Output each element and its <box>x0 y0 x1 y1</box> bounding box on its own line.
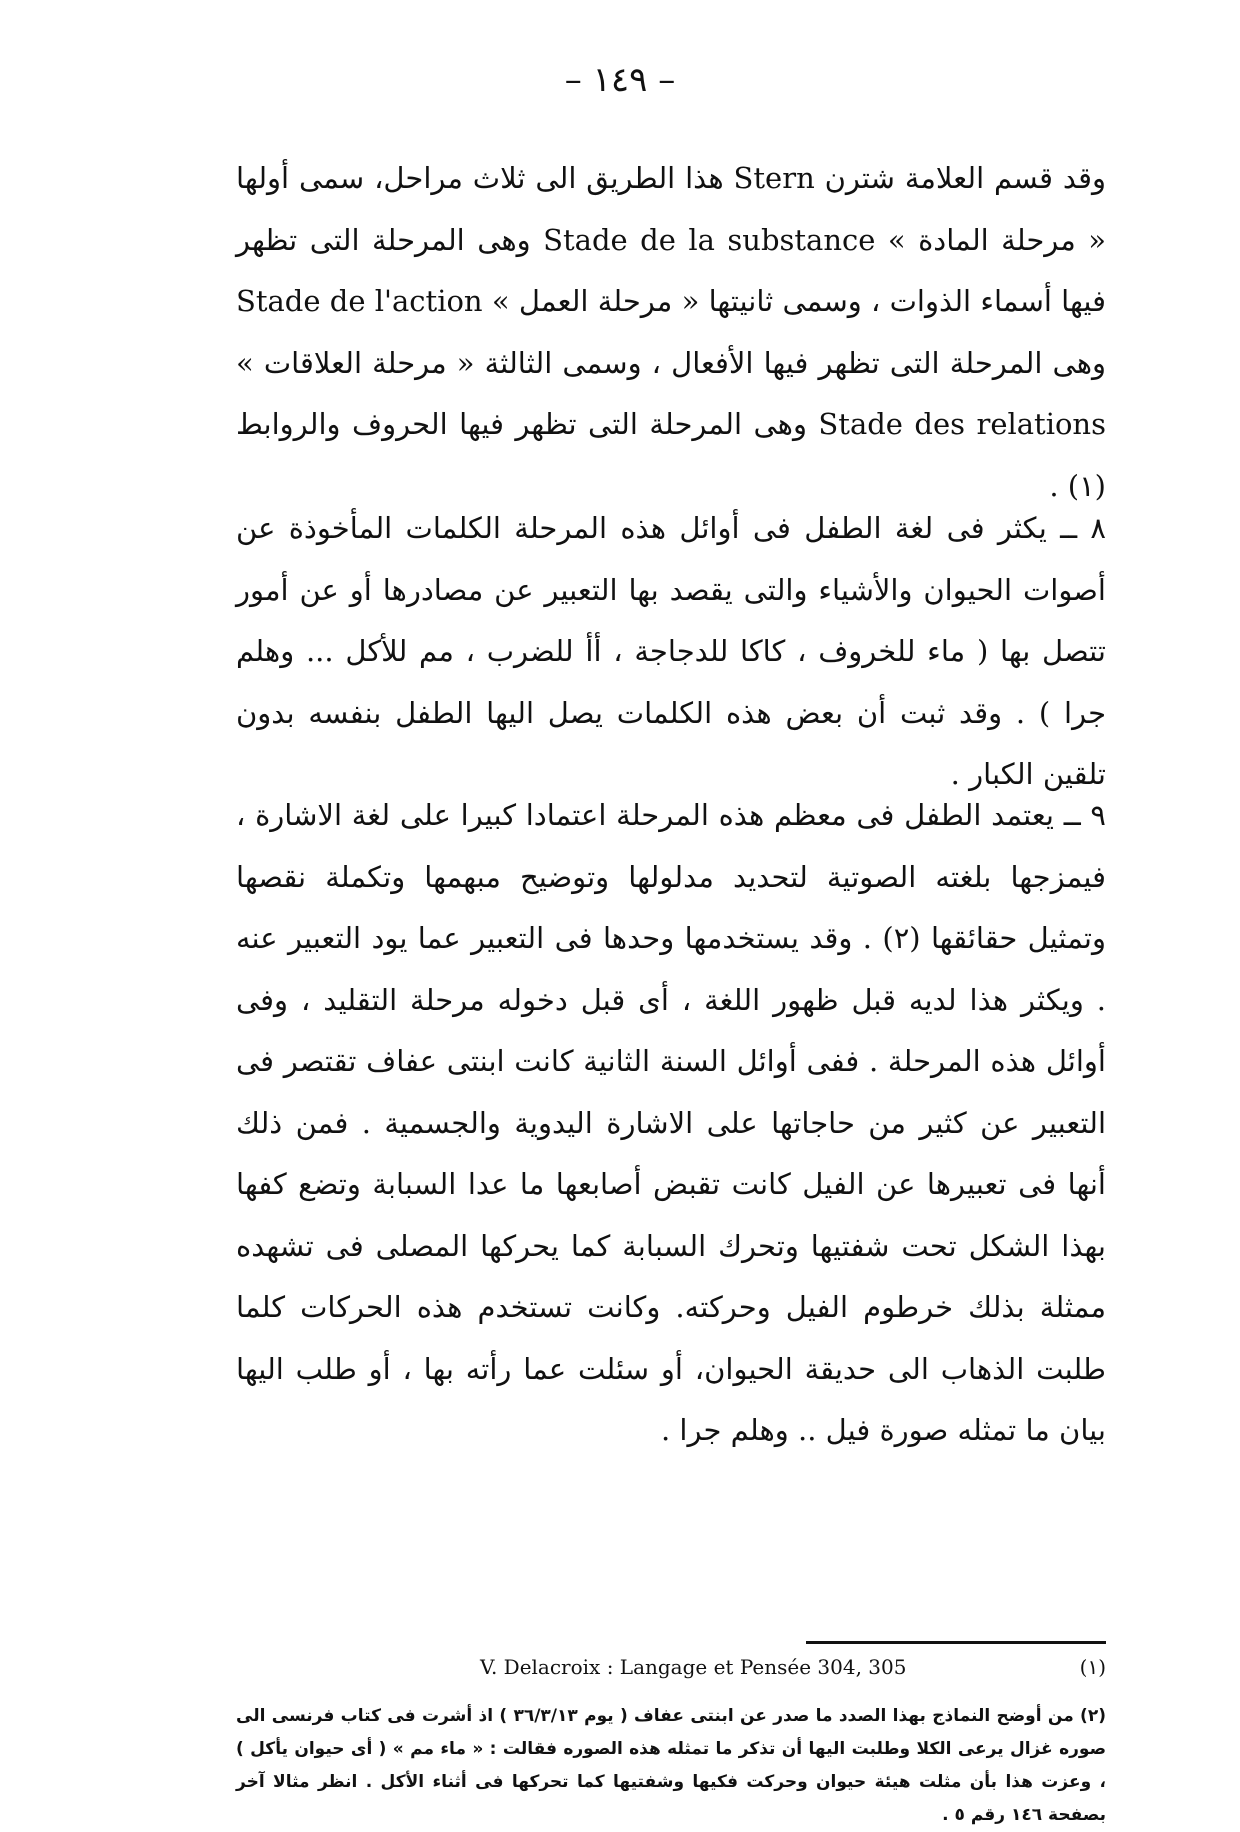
paragraph-8-sound-words: ٨ ــ يكثر فى لغة الطفل فى أوائل هذه المرحلة الكلمات المأخوذة عن أصوات الحيوان والأشياء والتى يقصد بها التعبير عن مصادرها أو عن أمور تتصل بها ( ماء للخروف ، كاكا للدجاجة ، أأ للضرب ، مم للأكل ... وهلم جرا ) . وقد ثبت أن بعض هذه الكلمات يصل اليها الطفل بنفسه بدون تلقين الكبار . <box>236 511 1106 791</box>
footnote-1 <box>480 1652 1106 1682</box>
page-number: – ١٤٩ – <box>564 60 676 100</box>
paragraph-9-gesture-language: ٩ ــ يعتمد الطفل فى معظم هذه المرحلة اعتمادا كبيرا على لغة الاشارة ، فيمزجها بلغته الصوتية لتحديد مدلولها وتوضيح مبهمها وتكملة نقصها وتمثيل حقائقها (٢) . وقد يستخدمها وحدها فى التعبير عما يود التعبير عنه . ويكثر هذا لديه قبل ظهور اللغة ، أى قبل دخوله مرحلة التقليد ، وفى أوائل هذه المرحلة . ففى أوائل السنة الثانية كانت ابنتى عفاف تقتصر فى التعبير عن كثير من حاجاتها على الاشارة اليدوية والجسمية . فمن ذلك أنها فى تعبيرها عن الفيل كانت تقبض أصابعها ما عدا السبابة وتضع كفها بهذا الشكل تحت شفتيها وتحرك السبابة كما يحركها المصلى فى تشهده ممثلة بذلك خرطوم الفيل وحركته. وكانت تستخدم هذه الحركات كلما طلبت الذهاب الى حديقة الحيوان، أو سئلت عما رأته بها ، أو طلب اليها بيان ما تمثله صورة فيل .. وهلم جرا . <box>236 798 1106 1447</box>
footnote-1-number: (١) <box>1079 1655 1106 1679</box>
footnote-divider <box>806 1641 1106 1644</box>
footnote-2: (٢) من أوضح النماذج بهذا الصدد ما صدر عن ابنتى عفاف ( يوم ٣٦/٣/١٣ ) اذ أشرت فى كتاب فرنسى الى صوره غزال يرعى الكلا وطلبت اليها أن تذكر ما تمثله هذه الصوره فقالت : « ماء مم » ( أى حيوان يأكل ) ، وعزت هذا بأن مثلت هيئة حيوان وحركت فكيها وشفتيها كما تحركها فى أثناء الأكل . انظر مثالا آخر بصفحة ١٤٦ رقم ٥ . <box>236 1706 1106 1825</box>
paragraph-stern-stages: وقد قسم العلامة شترن Stern هذا الطريق الى ثلاث مراحل، سمى أولها « مرحلة المادة » Stade de la substance وهى المرحلة التى تظهر فيها أسماء الذوات ، وسمى ثانيتها « مرحلة العمل » Stade de l'action وهى المرحلة التى تظهر فيها الأفعال ، وسمى الثالثة « مرحلة العلاقات » Stade des relations وهى المرحلة التى تظهر فيها الحروف والروابط (١) . <box>236 161 1107 503</box>
footnote-1-text: V. Delacroix : Langage et Pensée 304, 305 <box>480 1655 907 1679</box>
